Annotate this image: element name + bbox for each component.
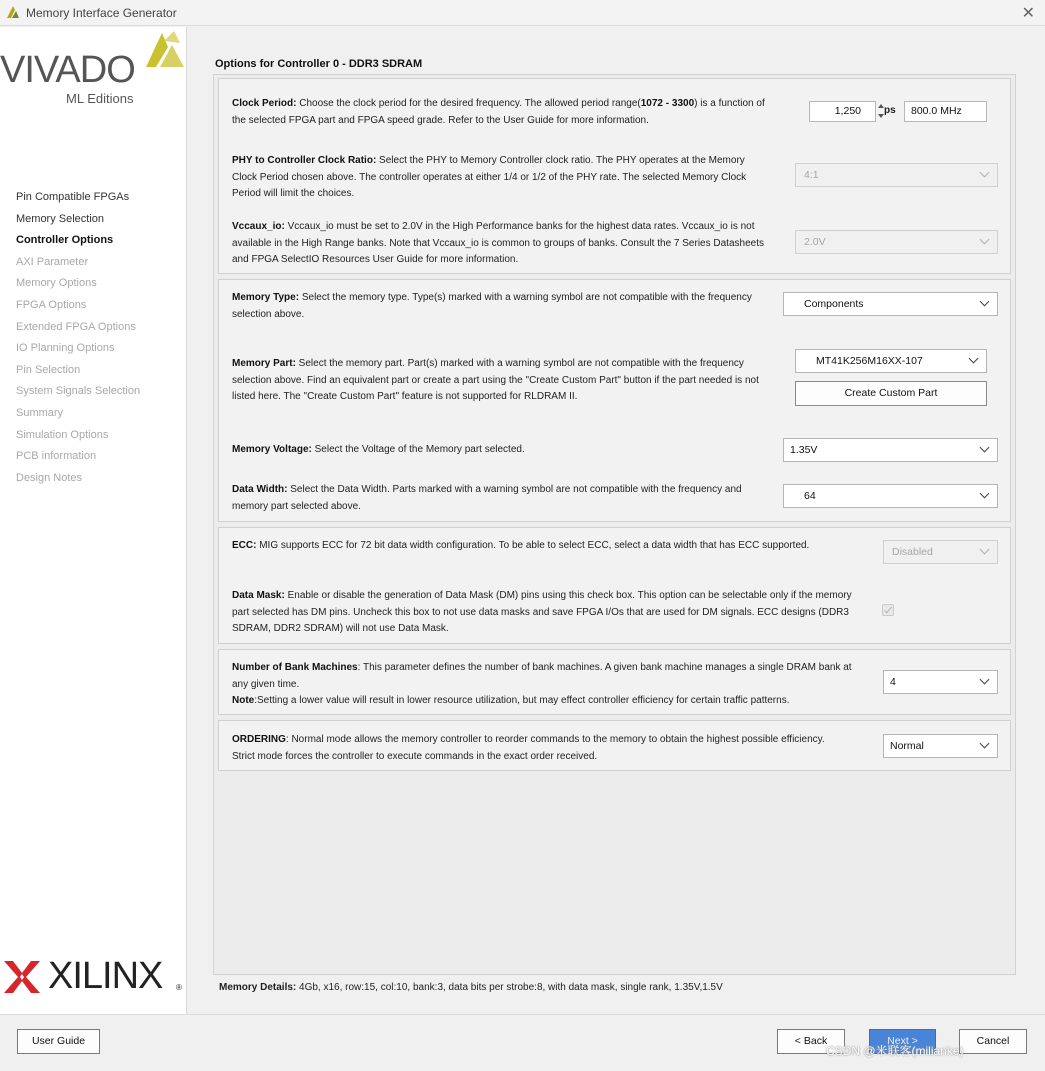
memory-part-select[interactable]: MT41K256M16XX-107	[795, 349, 987, 373]
data-width-text: Data Width: Select the Data Width. Parts marked with a warning symbol are not compatible with the frequency and memory part selected above.	[232, 484, 742, 512]
check-icon	[884, 605, 892, 614]
user-guide-button[interactable]: User Guide	[17, 1029, 100, 1054]
next-button[interactable]: Next >	[869, 1029, 936, 1054]
memory-voltage-select[interactable]: 1.35V	[783, 438, 998, 462]
sidebar-step[interactable]: Simulation Options	[16, 428, 109, 441]
cancel-button[interactable]: Cancel	[959, 1029, 1027, 1054]
chevron-down-icon	[969, 354, 979, 364]
memory-voltage-text: Memory Voltage: Select the Voltage of the Memory part selected.	[232, 444, 525, 455]
chevron-down-icon	[980, 297, 990, 307]
vivado-edition: ML Editions	[66, 91, 134, 106]
data-mask-text: Data Mask: Enable or disable the generation of Data Mask (DM) pins using this check box. This option can be selectable only if the memory part selected has DM pins. Uncheck this box to not use data masks and save FPGA I/Os that are used for DM signals. ECC designs (DDR3 SDRAM, DDR2 SDRAM) will not use Data Mask.	[232, 590, 852, 634]
sidebar-step[interactable]: Extended FPGA Options	[16, 320, 136, 333]
phy-ratio-select[interactable]: 4:1	[795, 163, 998, 187]
chevron-down-icon	[980, 168, 990, 178]
chevron-down-icon	[980, 739, 990, 749]
vccaux-text: Vccaux_io: Vccaux_io must be set to 2.0V in the High Performance banks for the highest data rates. Vccaux_io is not available in the High Range banks. Note that Vccaux_io is common to groups of banks. Consult the 7 Series Datasheets and FPGA SelectIO Resources User Guide for more information.	[232, 221, 764, 265]
registered-mark: ®	[176, 983, 182, 992]
vivado-leaf-icon	[142, 31, 186, 71]
xilinx-logo	[2, 955, 187, 999]
vivado-app-icon	[6, 5, 20, 19]
close-icon[interactable]: ✕	[1021, 5, 1035, 22]
bank-machines-select[interactable]: 4	[883, 670, 998, 694]
ecc-select[interactable]: Disabled	[883, 540, 998, 564]
ordering-select[interactable]: Normal	[883, 734, 998, 758]
sidebar-step[interactable]: Memory Selection	[16, 212, 105, 225]
data-width-select[interactable]: 64	[783, 484, 998, 508]
step-list	[16, 190, 140, 492]
ecc-text: ECC: MIG supports ECC for 72 bit data width configuration. To be able to select ECC, select a data width that has ECC supported.	[232, 540, 810, 551]
sidebar-step[interactable]: IO Planning Options	[16, 342, 115, 355]
chevron-down-icon	[980, 675, 990, 685]
chevron-down-icon	[980, 235, 990, 245]
sidebar-step[interactable]: Pin Selection	[16, 363, 81, 376]
vivado-wordmark: VIVADO	[0, 49, 135, 91]
data-mask-checkbox[interactable]	[882, 604, 894, 616]
memory-type-text: Memory Type: Select the memory type. Type(s) marked with a warning symbol are not compatible with the frequency selection above.	[232, 292, 752, 320]
watermark: CSDN @米联客(milianke)	[826, 1044, 964, 1058]
vccaux-select[interactable]: 2.0V	[795, 230, 998, 254]
chevron-down-icon	[980, 489, 990, 499]
clock-period-text: Clock Period: Choose the clock period for the desired frequency. The allowed period range(1072 - 3300) is a function of the selected FPGA part and FPGA speed grade. Refer to the User Guide for more information.	[232, 98, 765, 126]
xilinx-mark-icon	[4, 961, 40, 993]
sidebar-step[interactable]: Memory Options	[16, 277, 97, 290]
chevron-down-icon	[980, 545, 990, 555]
memory-part-text: Memory Part: Select the memory part. Part(s) marked with a warning symbol are not compatible with the frequency selection above. Find an equivalent part or create a part using the "Create Custom Part" button if the part needed is not listed here. The "Create Custom Part" feature is not supported for RLDRAM II.	[232, 358, 759, 402]
sidebar-step[interactable]: Design Notes	[16, 471, 83, 484]
memory-details: Memory Details: 4Gb, x16, row:15, col:10, bank:3, data bits per strobe:8, with data mask, single rank, 1.35V,1.5V	[219, 982, 723, 993]
create-custom-part-button[interactable]: Create Custom Part	[795, 381, 987, 406]
frequency-readout: 800.0 MHz	[904, 101, 987, 122]
sidebar-step[interactable]: Pin Compatible FPGAs	[16, 191, 130, 203]
page-title: Options for Controller 0 - DDR3 SDRAM	[215, 58, 423, 70]
sidebar-step[interactable]: PCB information	[16, 450, 97, 463]
ordering-text: ORDERING: Normal mode allows the memory controller to reorder commands to the memory to obtain the highest possible efficiency. Strict mode forces the controller to execute commands in the exact order received.	[232, 734, 825, 762]
sidebar-step[interactable]: System Signals Selection	[16, 385, 141, 398]
back-button[interactable]: < Back	[777, 1029, 845, 1054]
window-title: Memory Interface Generator	[26, 6, 177, 20]
phy-ratio-text: PHY to Controller Clock Ratio: Select the PHY to Memory Controller clock ratio. The PHY operates at the Memory Clock Period chosen above. The controller operates at either 1/4 or 1/2 of the PHY rate. The selected Memory Clock Period will limit the choices.	[232, 155, 747, 199]
bank-machines-text: Number of Bank Machines: This parameter defines the number of bank machines. A given bank machine manages a single DRAM bank at any given time. Note:Setting a lower value will result in lower resource utilization, but may effect controller efficiency for certain traffic patterns.	[232, 662, 852, 706]
clock-period-input[interactable]: 1,250	[809, 101, 876, 122]
sidebar	[0, 27, 187, 1014]
sidebar-step[interactable]: AXI Parameter	[16, 255, 89, 268]
memory-type-select[interactable]: Components	[783, 292, 998, 316]
sidebar-step[interactable]: Controller Options	[16, 234, 114, 247]
xilinx-wordmark: XILINX	[48, 955, 163, 997]
sidebar-step[interactable]: FPGA Options	[16, 298, 87, 311]
title-bar	[0, 0, 1045, 26]
chevron-down-icon	[980, 443, 990, 453]
clock-unit-label: ps	[884, 105, 896, 116]
sidebar-step[interactable]: Summary	[16, 406, 64, 419]
